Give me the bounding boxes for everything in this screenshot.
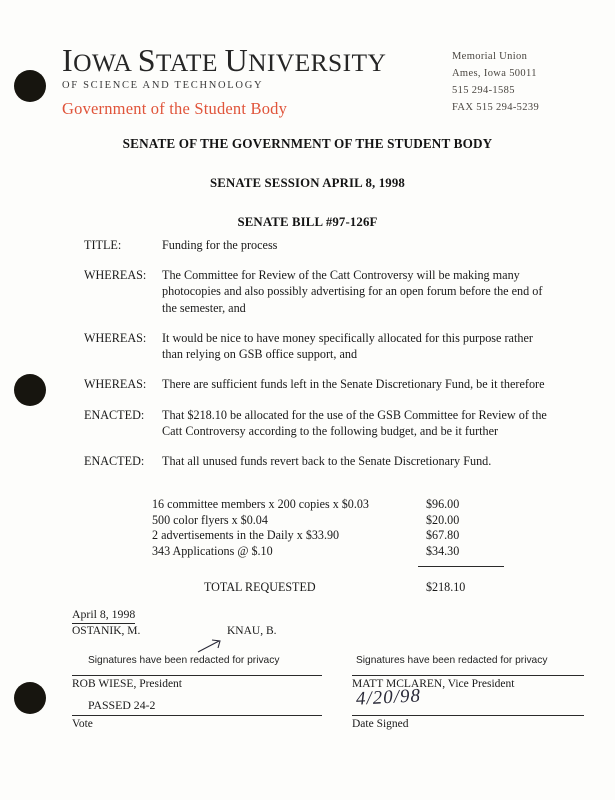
clause-row xyxy=(84,453,554,469)
signature-line-vice-president xyxy=(352,675,584,676)
clause-row xyxy=(84,330,554,362)
handwritten-mark-icon xyxy=(197,639,227,653)
budget-amount: $96.00 xyxy=(426,497,460,511)
session-heading: SENATE SESSION APRIL 8, 1998 xyxy=(210,176,405,190)
clause-label: WHEREAS: xyxy=(84,377,147,392)
letterhead xyxy=(62,44,392,119)
signature-line-president xyxy=(72,675,322,676)
address-line-1: Memorial Union xyxy=(452,51,528,62)
budget-total-row xyxy=(152,580,512,595)
clause-label: WHEREAS: xyxy=(84,330,147,345)
clause-label: ENACTED: xyxy=(84,453,145,468)
address-fax: FAX 515 294-5239 xyxy=(452,102,540,113)
budget-row xyxy=(152,497,512,513)
binder-punch-hole-icon xyxy=(14,70,46,102)
president-title: ROB WIESE, President xyxy=(72,678,182,690)
binder-punch-hole-icon xyxy=(14,682,46,714)
clause-text: That $218.10 be allocated for the use of the GSB Committee for Review of the Catt Controversy according to the following budget, and be it further xyxy=(162,407,547,438)
budget-table xyxy=(152,497,512,595)
clause-label: WHEREAS: xyxy=(84,268,147,283)
clause-row xyxy=(84,376,554,392)
clause-text: There are sufficient funds left in the Senate Discretionary Fund, be it therefore xyxy=(162,377,545,392)
university-subtitle: OF SCIENCE AND TECHNOLOGY xyxy=(62,79,264,91)
vote-result-value: PASSED 24-2 xyxy=(88,698,156,712)
budget-total-rule xyxy=(418,566,504,567)
budget-description: 500 color flyers x $0.04 xyxy=(152,512,268,527)
binder-punch-hole-icon xyxy=(14,374,46,406)
budget-row xyxy=(152,544,512,560)
budget-description: 343 Applications @ $.10 xyxy=(152,543,273,558)
budget-row xyxy=(152,528,512,544)
address-block xyxy=(452,48,539,116)
clause-text: The Committee for Review of the Catt Controversy will be making many photocopies and also possibly advertising for an open forum before the end of the semester, and xyxy=(162,268,543,315)
clause-list xyxy=(84,237,554,483)
vote-line xyxy=(72,715,322,716)
university-wordmark: IOWA STATE UNIVERSITY xyxy=(62,42,387,78)
budget-amount: $67.80 xyxy=(426,528,460,543)
clause-row xyxy=(84,267,554,316)
senator-name-right: KNAU, B. xyxy=(227,625,277,637)
clause-row xyxy=(84,407,554,439)
redaction-notice-right: Signatures have been redacted for privacy xyxy=(356,655,548,666)
clause-text: It would be nice to have money specifically allocated for this purpose rather than relying on GSB office support, and xyxy=(162,330,533,362)
bill-number-heading: SENATE BILL #97-126F xyxy=(237,215,378,229)
budget-total-label: TOTAL REQUESTED xyxy=(204,580,316,595)
budget-description: 2 advertisements in the Daily x $33.90 xyxy=(152,528,340,543)
senator-name-left: OSTANIK, M. xyxy=(72,625,141,637)
clause-label: ENACTED: xyxy=(84,407,145,422)
date-signed-line xyxy=(352,715,584,716)
address-line-2: Ames, Iowa 50011 xyxy=(452,68,537,79)
date-signed-label: Date Signed xyxy=(352,718,409,730)
redaction-notice-left: Signatures have been redacted for privacy xyxy=(88,655,280,666)
budget-amount: $34.30 xyxy=(426,543,460,558)
date-signed-value: 4/20/98 xyxy=(355,685,422,710)
organization-name: Government of the Student Body xyxy=(62,98,288,118)
document-headings xyxy=(0,136,615,230)
clause-row xyxy=(84,237,554,253)
address-phone: 515 294-1585 xyxy=(452,85,515,96)
budget-description: 16 committee members x 200 copies x $0.03 xyxy=(152,497,369,511)
clause-text: That all unused funds revert back to the Senate Discretionary Fund. xyxy=(162,453,492,468)
budget-amount: $20.00 xyxy=(426,512,460,527)
signature-date: April 8, 1998 xyxy=(72,607,135,624)
clause-text: Funding for the process xyxy=(162,238,278,252)
vice-president-title: MATT MCLAREN, Vice President xyxy=(352,678,515,690)
clause-label: TITLE: xyxy=(84,238,122,252)
page-title: SENATE OF THE GOVERNMENT OF THE STUDENT BODY xyxy=(122,136,493,151)
budget-row xyxy=(152,513,512,529)
vote-label: Vote xyxy=(72,718,93,730)
budget-total-amount: $218.10 xyxy=(426,580,466,595)
